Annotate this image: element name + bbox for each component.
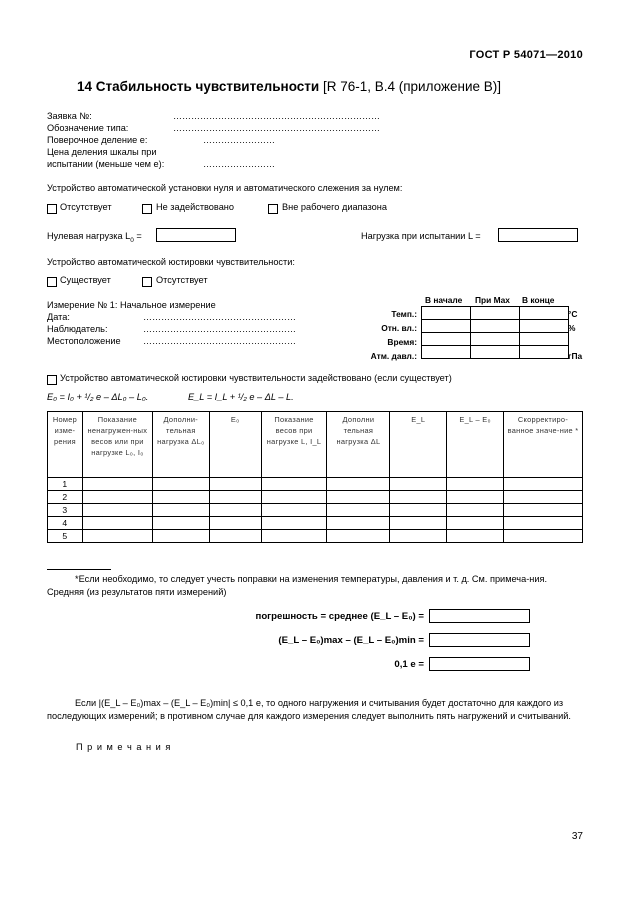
option-auto-zero-out-of-range: Вне рабочего диапазона	[282, 202, 387, 212]
conditions-row-time: Время:	[387, 337, 417, 347]
col-header-e0: E₀	[209, 412, 261, 478]
cond-cell[interactable]	[520, 346, 569, 359]
result-range-input[interactable]	[429, 633, 530, 647]
footnote-text: *Если необходимо, то следует учесть поправки на изменения температуры, давления и т. д. См. примеча-ния. Средняя (из результатов пяти измерений)	[47, 574, 547, 597]
col-header-corrected-value: Скорректиро-ванное значе-ние *	[504, 412, 583, 478]
row-number: 3	[48, 504, 83, 517]
measurement-location-label: Местоположение	[47, 336, 121, 346]
row-number: 5	[48, 530, 83, 543]
cond-cell[interactable]	[520, 307, 569, 320]
cond-cell[interactable]	[422, 307, 471, 320]
unit-temp: °C	[568, 309, 578, 319]
table-row	[48, 491, 583, 504]
measurement-title: Измерение № 1: Начальное измерение	[47, 300, 216, 310]
auto-zero-label: Устройство автоматической установки нуля и автоматического слежения за нулем:	[47, 183, 403, 193]
table-row	[48, 530, 583, 543]
measurement-location-dots[interactable]: ……………………………………………	[143, 336, 296, 346]
conditions-col-max: При Max	[475, 295, 510, 305]
measurement-date-dots[interactable]: ……………………………………………	[143, 312, 296, 322]
result-tenth-e-label: 0,1 e =	[394, 659, 424, 670]
conditions-row-pressure: Атм. давл.:	[370, 351, 417, 361]
table-row	[48, 478, 583, 491]
row-number: 2	[48, 491, 83, 504]
measurement-observer-dots[interactable]: ……………………………………………	[143, 324, 296, 334]
field-dots-verification-division[interactable]: ……………………	[203, 135, 275, 145]
checkbox-auto-zero-not-engaged[interactable]	[142, 204, 152, 214]
col-header-additional-load: Дополни тельная нагрузка ΔL	[327, 412, 390, 478]
cond-cell[interactable]	[422, 320, 471, 333]
measurement-observer-label: Наблюдатель:	[47, 324, 108, 334]
measurement-table	[47, 411, 583, 543]
auto-adjust-engaged-label: Устройство автоматической юстировки чувствительности задействовано (если существует)	[60, 373, 452, 383]
col-header-reading-at-load: Показание весов при нагрузке L, I_L	[261, 412, 327, 478]
col-header-unloaded-reading: Показание ненагружен-ных весов или при нагрузке L₀, I₀	[82, 412, 152, 478]
col-header-el: E_L	[390, 412, 447, 478]
field-label-scale-division-1: Цена деления шкалы при	[47, 147, 157, 157]
unit-humidity: %	[568, 323, 576, 333]
row-number: 4	[48, 517, 83, 530]
formula-el: E_L = I_L + ¹/₂ e – ΔL – L.	[188, 392, 294, 402]
field-label-verification-division: Поверочное деление e:	[47, 135, 148, 145]
field-label-application: Заявка №:	[47, 111, 92, 121]
option-auto-zero-not-engaged: Не задействовано	[156, 202, 234, 212]
section-title-main: 14 Стабильность чувствительности	[77, 79, 320, 94]
measurement-date-label: Дата:	[47, 312, 70, 322]
section-title-ref: [R 76-1, B.4 (приложение В)]	[319, 79, 502, 94]
zero-load-input[interactable]	[156, 228, 236, 242]
checkbox-auto-adjust-absent[interactable]	[142, 277, 152, 287]
standard-number: ГОСТ Р 54071—2010	[469, 49, 583, 61]
field-label-type: Обозначение типа:	[47, 123, 129, 133]
unit-pressure: гПа	[568, 351, 583, 361]
result-tenth-e-input[interactable]	[429, 657, 530, 671]
conditions-grid	[421, 306, 569, 359]
result-range-label: (E_L – E₀)max – (E_L – E₀)min =	[278, 635, 424, 646]
col-header-el-minus-e0: E_L – E₀	[447, 412, 504, 478]
result-error-label: погрешность = среднее (E_L – E₀) =	[255, 611, 424, 622]
row-number: 1	[48, 478, 83, 491]
notes-title: П р и м е ч а н и я	[76, 742, 172, 752]
auto-adjust-label: Устройство автоматической юстировки чувствительности:	[47, 257, 295, 267]
checkbox-auto-zero-absent[interactable]	[47, 204, 57, 214]
conditions-row-humidity: Отн. вл.:	[381, 323, 417, 333]
table-row	[48, 517, 583, 530]
option-auto-adjust-exists: Существует	[60, 275, 111, 285]
cond-cell[interactable]	[471, 307, 520, 320]
checkbox-auto-adjust-exists[interactable]	[47, 277, 57, 287]
field-dots-type[interactable]: ……………………………………………………………	[173, 123, 380, 133]
option-auto-zero-absent: Отсутствует	[60, 202, 112, 212]
col-header-additional-load-0: Дополни-тельная нагрузка ΔL₀	[152, 412, 209, 478]
cond-cell[interactable]	[471, 320, 520, 333]
result-error-input[interactable]	[429, 609, 530, 623]
conditions-col-end: В конце	[522, 295, 555, 305]
footnote-divider	[47, 569, 111, 570]
checkbox-auto-zero-out-of-range[interactable]	[268, 204, 278, 214]
col-header-number: Номер изме-рения	[48, 412, 83, 478]
formula-e0: E₀ = I₀ + ¹/₂ e – ΔL₀ – L₀.	[47, 392, 149, 402]
option-auto-adjust-absent: Отсутствует	[156, 275, 208, 285]
field-label-scale-division-2: испытании (меньше чем e):	[47, 159, 165, 169]
cond-cell[interactable]	[422, 333, 471, 346]
cond-cell[interactable]	[520, 333, 569, 346]
page-number: 37	[571, 831, 583, 842]
test-load-label: Нагрузка при испытании L =	[361, 231, 481, 241]
checkbox-auto-adjust-engaged[interactable]	[47, 375, 57, 385]
cond-cell[interactable]	[471, 346, 520, 359]
section-title	[77, 79, 501, 94]
conditions-col-start: В начале	[425, 295, 463, 305]
test-load-input[interactable]	[498, 228, 578, 242]
cond-cell[interactable]	[471, 333, 520, 346]
conclusion-text: Если |(E_L – E₀)max – (E_L – E₀)min| ≤ 0,1 e, то одного нагружения и считывания будет достаточно для каждого из последующих измерений; в противном случае для каждого измерения следует выполнить пять нагружений и считываний.	[47, 698, 571, 721]
field-dots-scale-division[interactable]: ……………………	[203, 159, 275, 169]
table-row	[48, 504, 583, 517]
zero-load-label: Нулевая нагрузка $L_0$ =	[47, 231, 142, 244]
field-dots-application[interactable]: ……………………………………………………………	[173, 111, 380, 121]
cond-cell[interactable]	[520, 320, 569, 333]
cond-cell[interactable]	[422, 346, 471, 359]
conditions-row-temp: Темп.:	[391, 309, 417, 319]
